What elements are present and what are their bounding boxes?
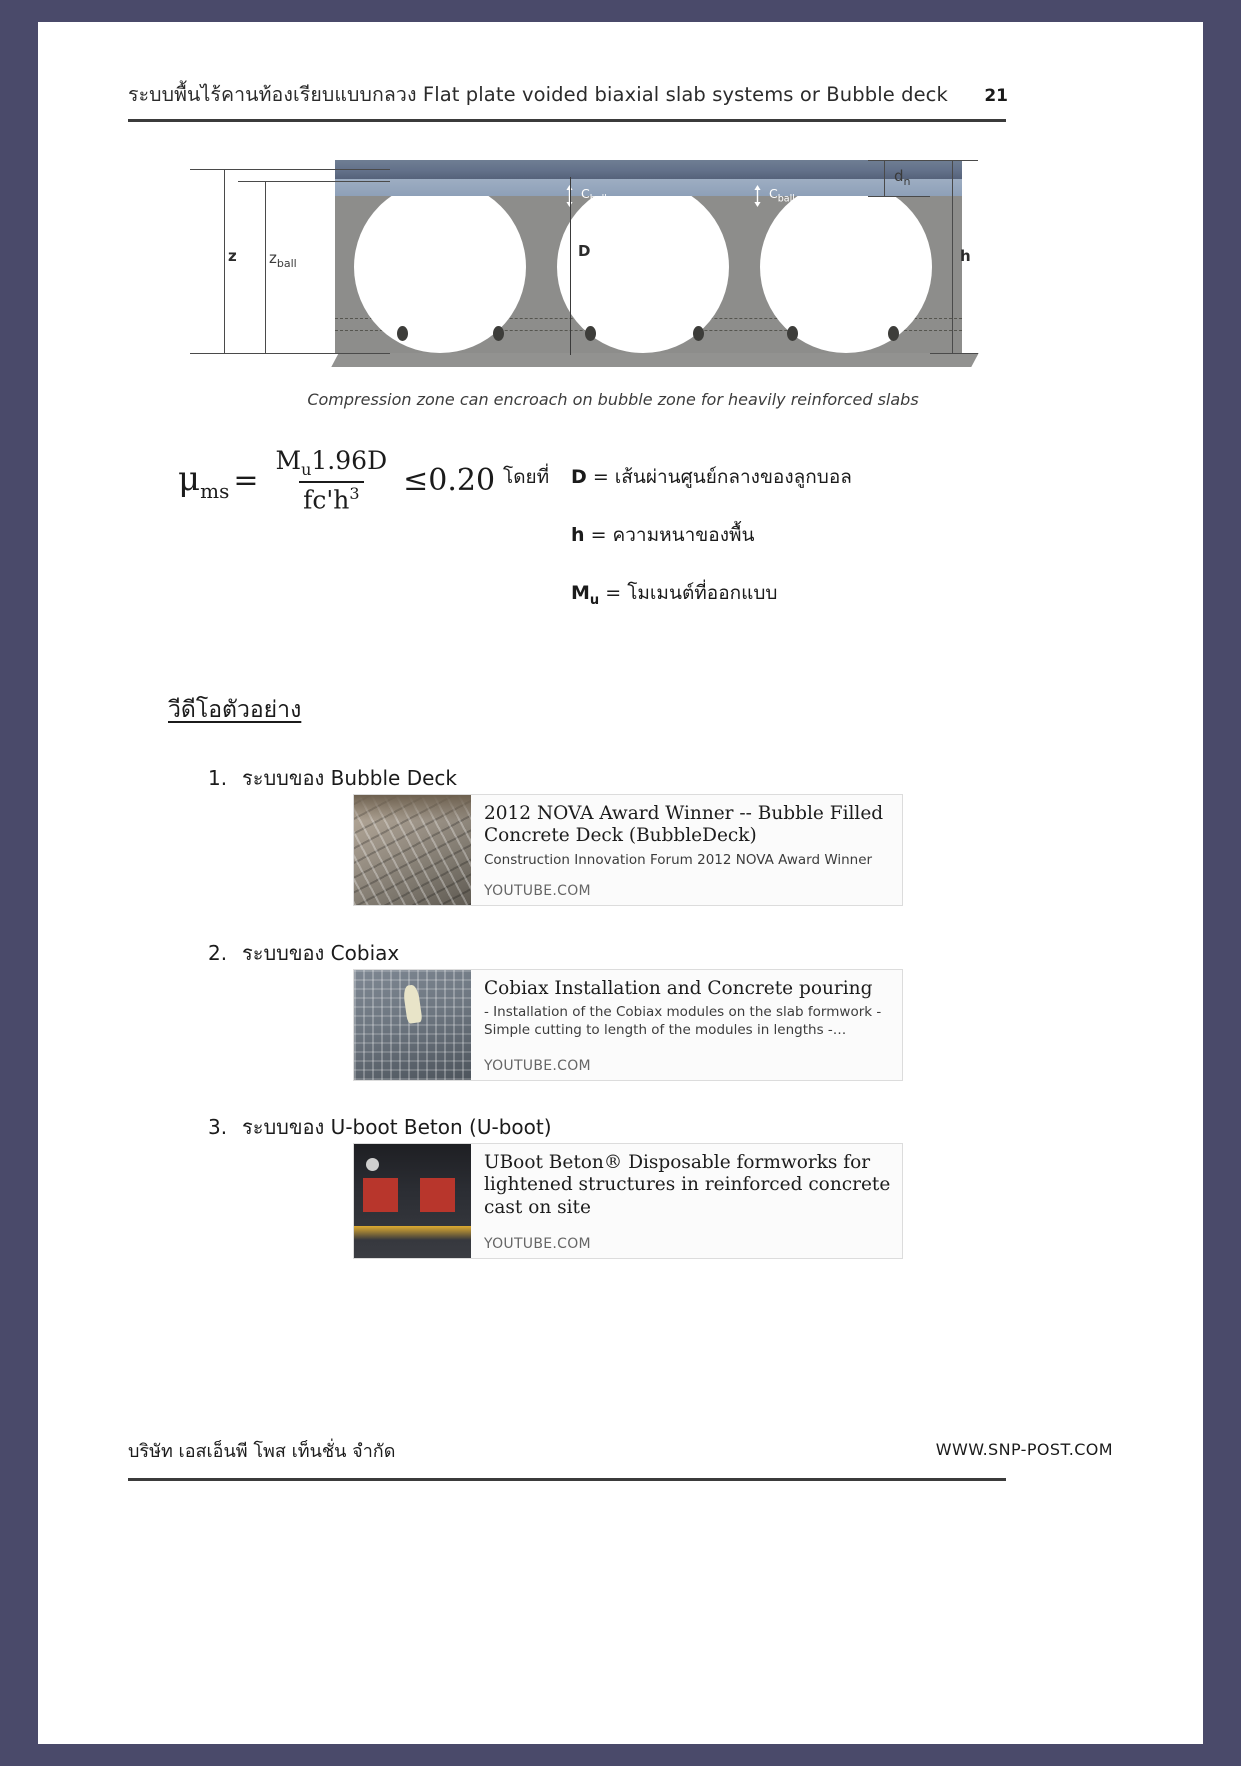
mu-symbol: [178, 459, 229, 503]
definition-text-d: เส้นผ่านศูนย์กลางของลูกบอล: [614, 466, 852, 488]
section-heading-videos: วีดีโอตัวอย่าง: [168, 697, 302, 723]
video-card-source: YOUTUBE.COM: [484, 1058, 591, 1074]
page-number: 21: [984, 86, 1008, 106]
mu-symbol-base: μ: [178, 458, 201, 499]
denominator-sup: 3: [349, 483, 360, 503]
cobiax-module-thumbnail-icon: [354, 970, 471, 1080]
h-dim-line: [952, 160, 953, 353]
footer-website: WWW.SNP-POST.COM: [935, 1440, 1113, 1459]
definition-row-d: [571, 462, 852, 492]
rebar-dot: [585, 326, 596, 341]
numerator-rest: 1.96D: [311, 446, 388, 475]
rebar-dot: [787, 326, 798, 341]
rebar-dot: [888, 326, 899, 341]
compression-zone-band: [335, 160, 962, 179]
zball-dim-line: [265, 181, 266, 353]
formula-limit: ≤0.20: [403, 463, 496, 499]
numerator-m: M: [275, 446, 302, 475]
cball-right-arrow-icon: [753, 185, 762, 207]
video-item-title: ระบบของ U-boot Beton (U-boot): [242, 1115, 552, 1139]
video-item-number: 1.: [208, 766, 228, 790]
rebar-dot: [493, 326, 504, 341]
cball-left-label: [581, 186, 607, 205]
definition-equals-h: =: [590, 524, 607, 546]
video-preview-card[interactable]: [353, 969, 903, 1081]
cball-right-label-sub: ball: [777, 193, 795, 205]
slab-section-diagram: [168, 137, 1058, 367]
footer-divider: [128, 1478, 1006, 1481]
dn-dim-line: [884, 160, 885, 197]
dn-dim-top-tick: [868, 160, 930, 161]
video-card-text: [471, 970, 902, 1080]
h-dim-label: h: [960, 247, 971, 265]
video-item-number: 3.: [208, 1115, 228, 1139]
definition-symbol-mu-sub: u: [589, 592, 600, 608]
video-item-label: [208, 1111, 1068, 1143]
definition-row-h: [571, 520, 755, 550]
definition-symbol-d: D: [571, 466, 587, 488]
page-header: [128, 64, 1008, 116]
z-dim-bottom-tick: [190, 353, 390, 354]
definition-text-mu: โมเมนต์ที่ออกแบบ: [627, 582, 778, 604]
definition-symbol-mu-base: M: [571, 582, 590, 604]
worker-figure-icon: [403, 985, 423, 1025]
formwork-box-icon: [420, 1178, 455, 1212]
dn-dim-label-sub: n: [903, 175, 911, 188]
video-card-description: Construction Innovation Forum 2012 NOVA Award Winner: [484, 851, 873, 868]
bubbledeck-rebar-thumbnail-icon: [354, 795, 471, 905]
zball-dim-label-sub: ball: [276, 257, 297, 270]
d-dim-line: [570, 177, 571, 355]
video-card-source: YOUTUBE.COM: [484, 883, 591, 899]
h-dim-bottom-tick: [930, 353, 978, 354]
cball-left-label-base: C: [581, 186, 590, 201]
header-divider: [128, 119, 1006, 122]
video-preview-card[interactable]: [353, 794, 903, 906]
mu-symbol-sub: ms: [200, 478, 230, 503]
rebar-dot: [397, 326, 408, 341]
video-item-title: ระบบของ Cobiax: [242, 941, 400, 965]
formula-numerator: [271, 448, 391, 481]
diagram-caption: Compression zone can encroach on bubble zone for heavily reinforced slabs: [307, 390, 919, 409]
numerator-sub: u: [301, 460, 312, 479]
cball-left-label-sub: ball: [589, 193, 607, 205]
floor-glow: [354, 1226, 471, 1240]
denominator-base: fc'h: [303, 485, 350, 515]
formula-block: [178, 440, 1058, 620]
mu-formula: [178, 448, 495, 513]
formula-denominator: [299, 481, 363, 514]
video-card-text: [471, 795, 902, 905]
dn-dim-label: [894, 167, 911, 188]
cball-right-label-base: C: [769, 186, 778, 201]
video-list-item: [208, 937, 1068, 1074]
rebar-dot: [693, 326, 704, 341]
definition-symbol-mu: [571, 582, 600, 608]
footer-company-name: บริษัท เอสเอ็นพี โพส เท็นชั่น จำกัด: [128, 1441, 396, 1462]
formula-equals: =: [233, 463, 259, 499]
video-list-item: [208, 762, 1068, 899]
video-card-text: [471, 1144, 902, 1258]
z-dim-line: [224, 169, 225, 353]
dn-dim-label-base: d: [894, 167, 904, 185]
video-card-source: YOUTUBE.COM: [484, 1236, 591, 1252]
video-preview-card[interactable]: [353, 1143, 903, 1259]
zball-dim-top-tick: [238, 181, 390, 182]
zball-dim-label-base: z: [269, 249, 277, 267]
h-dim-top-tick: [930, 160, 978, 161]
definition-equals-d: =: [592, 466, 609, 488]
video-card-title: Cobiax Installation and Concrete pouring: [484, 978, 873, 999]
video-item-number: 2.: [208, 941, 228, 965]
formula-fraction: [271, 448, 391, 513]
video-card-title: 2012 NOVA Award Winner -- Bubble Filled Concrete Deck (BubbleDeck): [484, 803, 884, 847]
z-dim-label: z: [228, 247, 237, 265]
light-source-icon: [366, 1158, 379, 1171]
definition-text-h: ความหนาของพื้น: [612, 524, 755, 546]
video-card-title: UBoot Beton® Disposable formworks for lightened structures in reinforced concrete cast on site: [484, 1152, 891, 1218]
void-bubble: [557, 181, 729, 353]
slab-base-plate: [331, 353, 978, 367]
header-title: ระบบพื้นไร้คานท้องเรียบแบบกลวง Flat plate voided biaxial slab systems or Bubble deck: [128, 83, 948, 106]
uboot-formwork-thumbnail-icon: [354, 1144, 471, 1258]
video-card-description: - Installation of the Cobiax modules on the slab formwork - Simple cutting to length of the modules in lengths -…: [484, 1004, 882, 1039]
video-item-title: ระบบของ Bubble Deck: [242, 766, 457, 790]
definition-symbol-h: h: [571, 524, 585, 546]
cball-right-label: [769, 186, 795, 205]
d-dim-label: D: [578, 242, 591, 260]
dn-dim-bottom-tick: [868, 196, 930, 197]
definitions-intro: โดยที่: [503, 466, 550, 488]
video-item-label: [208, 937, 1068, 969]
formwork-box-icon: [363, 1178, 398, 1212]
slab-cross-section: [335, 160, 962, 353]
void-bubble: [760, 181, 932, 353]
definition-row-mu: [571, 578, 778, 608]
z-dim-top-tick: [190, 169, 390, 170]
document-page: [38, 22, 1203, 1744]
definition-equals-mu: =: [605, 582, 622, 604]
video-list-item: [208, 1111, 1068, 1252]
video-item-label: [208, 762, 1068, 794]
top-cover-band: [335, 179, 962, 196]
zball-dim-label: [269, 249, 297, 270]
